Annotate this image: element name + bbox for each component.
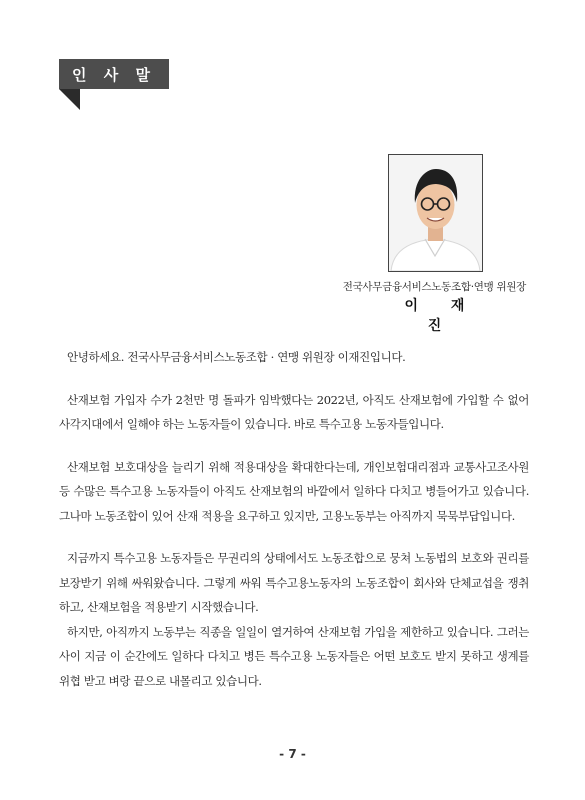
greeting-body [59, 345, 529, 693]
page-number: - 7 - [279, 747, 306, 761]
header-fold-decoration [59, 89, 80, 110]
section-header [59, 59, 169, 89]
paragraph: 지금까지 특수고용 노동자들은 무권리의 상태에서도 노동조합으로 뭉쳐 노동법의 보호와 권리를 보장받기 위해 싸워왔습니다. 그렇게 싸워 특수고용노동자의 노동조합이 회사와 단체교섭을 쟁취하고, 산재보험을 적용받기 시작했습니다. [59, 551, 529, 614]
author-affiliation: 전국사무금융서비스노동조합·연맹 위원장 [342, 281, 526, 293]
author-name: 이 재 진 [404, 298, 479, 334]
author-photo [388, 154, 483, 272]
paragraph: 산재보험 가입자 수가 2천만 명 돌파가 임박했다는 2022년, 아직도 산재보험에 가입할 수 없어 사각지대에서 일해야 하는 노동자들이 있습니다. 바로 특수고용 노동자들입니다. [59, 392, 529, 431]
section-title: 인 사 말 [72, 65, 156, 84]
paragraph: 하지만, 아직까지 노동부는 직종을 일일이 열거하여 산재보험 가입을 제한하고 있습니다. 그러는 사이 지금 이 순간에도 일하다 다치고 병든 특수고용 노동자들은 어떤 보호도 받지 못하고 생계를 위협 받고 벼랑 끝으로 내몰리고 있습니다. [59, 624, 529, 688]
paragraph: 산재보험 보호대상을 늘리기 위해 적용대상을 확대한다는데, 개인보험대리점과 교통사고조사원 등 수많은 특수고용 노동자들이 아직도 산재보험의 바깥에서 일하다 다치고 병들어가고 있습니다. 그나마 노동조합이 있어 산재 적용을 요구하고 있지만, 고용노동부는 아직까지 묵묵부답입니다. [59, 459, 529, 523]
person-photo-icon [389, 155, 482, 271]
paragraph: 안녕하세요. 전국사무금융서비스노동조합 · 연맹 위원장 이재진입니다. [67, 350, 406, 364]
